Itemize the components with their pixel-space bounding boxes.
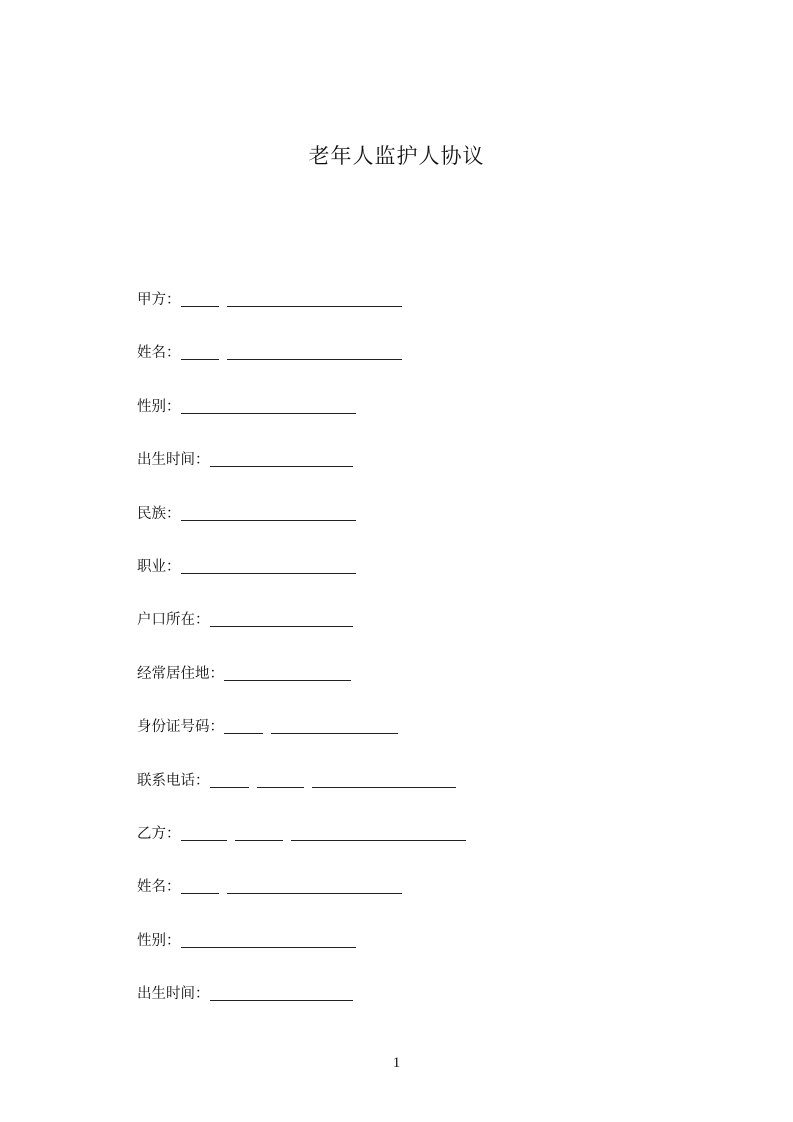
field-label-name-b: 姓名：	[137, 879, 181, 896]
field-label-gender-a: 性别：	[137, 398, 181, 415]
field-row-residence-a	[137, 664, 697, 717]
field-row-party-b	[137, 824, 697, 877]
id-a-blank-1[interactable]	[224, 717, 263, 734]
party-b-blank-2[interactable]	[235, 824, 283, 841]
field-row-phone-a	[137, 771, 697, 824]
field-label-phone-a: 联系电话：	[137, 772, 210, 789]
household-a-blank[interactable]	[210, 610, 353, 627]
field-label-id-a: 身份证号码：	[137, 719, 224, 736]
field-label-ethnicity-a: 民族：	[137, 505, 181, 522]
field-row-occupation-a	[137, 557, 697, 610]
page-number: 1	[392, 1055, 401, 1071]
name-b-blank-2[interactable]	[227, 877, 402, 894]
field-label-birth-b: 出生时间：	[137, 986, 210, 1003]
field-label-party-a: 甲方：	[137, 292, 181, 308]
field-label-gender-b: 性别：	[137, 932, 181, 949]
field-row-birth-a	[137, 450, 697, 503]
field-label-name-a: 姓名：	[137, 345, 181, 362]
field-row-name-a	[137, 343, 697, 396]
field-label-household-a: 户口所在：	[137, 612, 210, 629]
field-row-name-b	[137, 877, 697, 930]
party-b-blank-1[interactable]	[181, 824, 227, 841]
ethnicity-a-blank[interactable]	[181, 504, 356, 521]
field-row-party-a	[137, 290, 697, 343]
gender-a-blank[interactable]	[181, 397, 356, 414]
party-a-blank-1[interactable]	[181, 290, 219, 307]
birth-a-blank[interactable]	[210, 450, 353, 467]
field-label-occupation-a: 职业：	[137, 558, 181, 575]
field-row-ethnicity-a	[137, 504, 697, 557]
id-a-blank-2[interactable]	[271, 717, 398, 734]
field-label-party-b: 乙方：	[137, 825, 181, 842]
field-label-residence-a: 经常居住地：	[137, 665, 224, 682]
form-fields	[137, 290, 697, 1037]
field-label-birth-a: 出生时间：	[137, 452, 210, 469]
name-a-blank-1[interactable]	[181, 343, 219, 360]
phone-a-blank-1[interactable]	[210, 771, 249, 788]
field-row-birth-b	[137, 984, 697, 1037]
phone-a-blank-2[interactable]	[257, 771, 304, 788]
birth-b-blank[interactable]	[210, 984, 353, 1001]
gender-b-blank[interactable]	[181, 931, 356, 948]
field-row-gender-b	[137, 931, 697, 984]
name-a-blank-2[interactable]	[227, 343, 402, 360]
residence-a-blank[interactable]	[224, 664, 351, 681]
phone-a-blank-3[interactable]	[312, 771, 456, 788]
party-b-blank-3[interactable]	[291, 824, 466, 841]
occupation-a-blank[interactable]	[181, 557, 356, 574]
field-row-id-a	[137, 717, 697, 770]
party-a-blank-2[interactable]	[227, 290, 402, 307]
name-b-blank-1[interactable]	[181, 877, 219, 894]
document-title: 老年人监护人协议	[308, 144, 485, 168]
field-row-household-a	[137, 610, 697, 663]
field-row-gender-a	[137, 397, 697, 450]
